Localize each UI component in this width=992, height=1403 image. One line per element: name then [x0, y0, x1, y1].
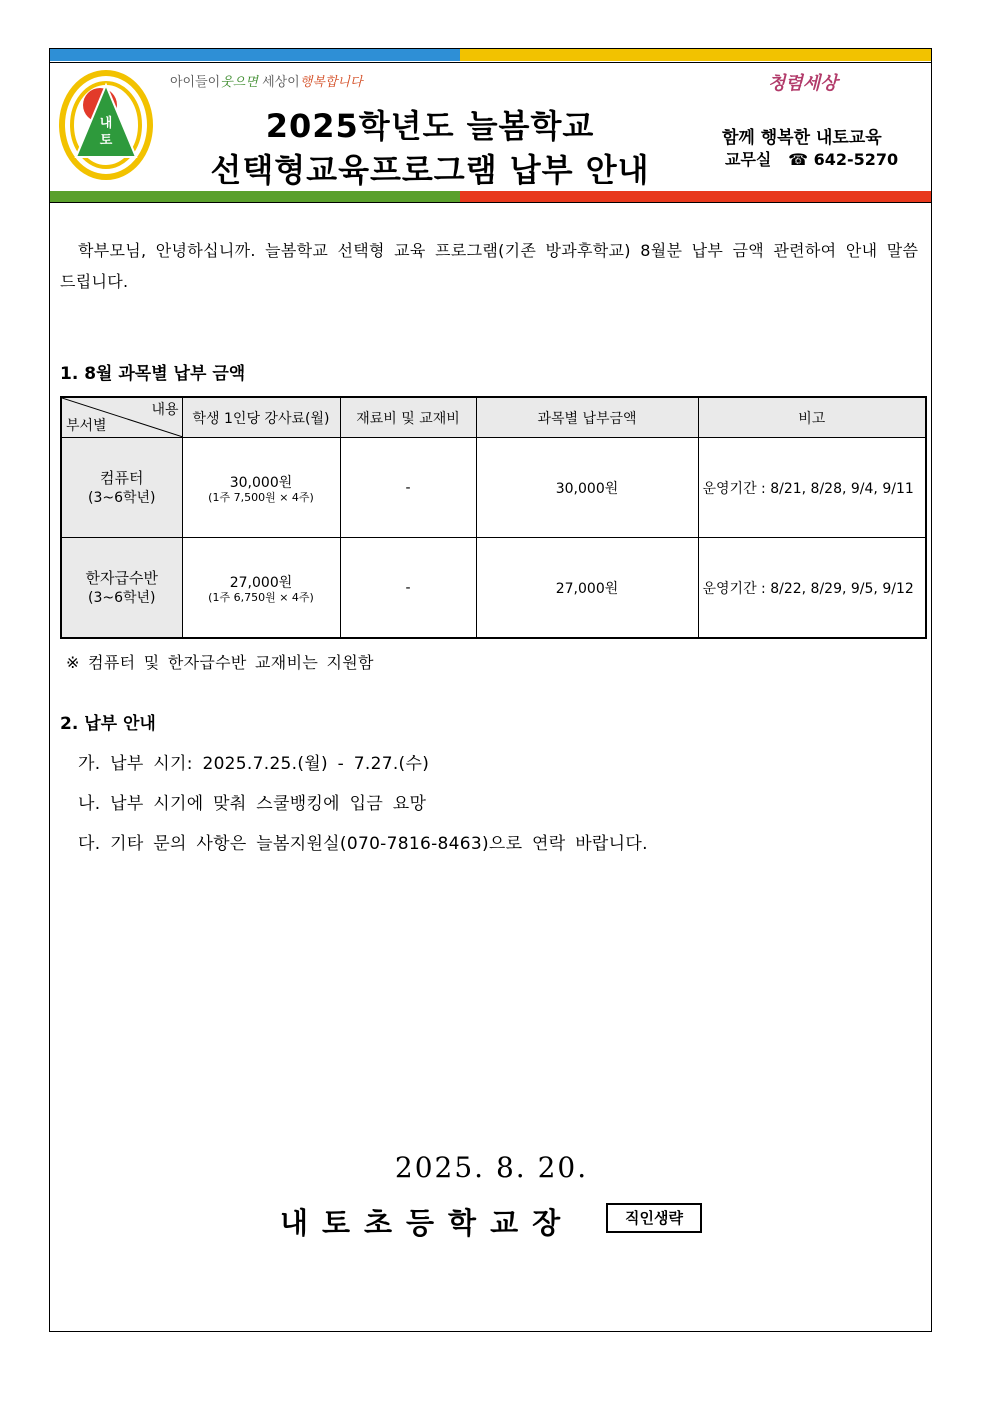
page-title-line1: 2025학년도 늘봄학교 [265, 107, 595, 145]
table-row: 컴퓨터 (3~6학년) 30,000원 (1주 7,500원 × 4주) - 30,000원 운영기간 : 8/21, 8/28, 9/4, 9/11 [61, 438, 926, 538]
slogan: 아이들이웃으면 세상이행복합니다 [170, 75, 363, 90]
office-contact: 교무실 ☎ 642-5270 [725, 150, 899, 169]
seal-omitted-stamp: 직인생략 [606, 1203, 702, 1233]
motto: 함께 행복한 내토교육 [722, 128, 882, 148]
column-header: 학생 1인당 강사료(월) [182, 397, 340, 438]
header-color-bar-top [50, 49, 931, 61]
intro-paragraph: 학부모님, 안녕하십니까. 늘봄학교 선택형 교육 프로그램(기존 방과후학교) 8월분 납부 금액 관련하여 안내 말씀드립니다. [60, 241, 919, 291]
brand-logo: 청렴세상 [768, 73, 838, 94]
logo-text-bottom: 토 [99, 133, 113, 148]
issue-date: 2025. 8. 20. [394, 1151, 589, 1184]
signer: 내토초등학교장 [280, 1206, 575, 1240]
document-frame [49, 48, 932, 1332]
table-footnote: ※ 컴퓨터 및 한자급수반 교재비는 지원함 [66, 653, 374, 672]
column-header: 비고 [698, 397, 926, 438]
payment-item: 가. 납부 시기: 2025.7.25.(월) - 7.27.(수) [78, 754, 430, 774]
table-corner-header: 내용 부서별 [62, 398, 182, 437]
column-header: 재료비 및 교재비 [340, 397, 476, 438]
phone-icon: ☎ [788, 150, 809, 169]
header-color-bar-bottom [50, 191, 931, 202]
fee-table [60, 396, 927, 639]
school-logo [58, 69, 154, 181]
column-header: 과목별 납부금액 [476, 397, 698, 438]
page-title-line2: 선택형교육프로그램 납부 안내 [210, 151, 650, 189]
logo-text-top: 내 [99, 116, 113, 131]
section2-title: 2. 납부 안내 [60, 714, 156, 734]
section1-title: 1. 8월 과목별 납부 금액 [60, 364, 246, 384]
table-row: 한자급수반 (3~6학년) 27,000원 (1주 6,750원 × 4주) - 27,000원 운영기간 : 8/22, 8/29, 9/5, 9/12 [61, 538, 926, 639]
payment-item: 다. 기타 문의 사항은 늘봄지원실(070-7816-8463)으로 연락 바랍니다. [78, 834, 648, 854]
payment-item: 나. 납부 시기에 맞춰 스쿨뱅킹에 입금 요망 [78, 794, 427, 814]
